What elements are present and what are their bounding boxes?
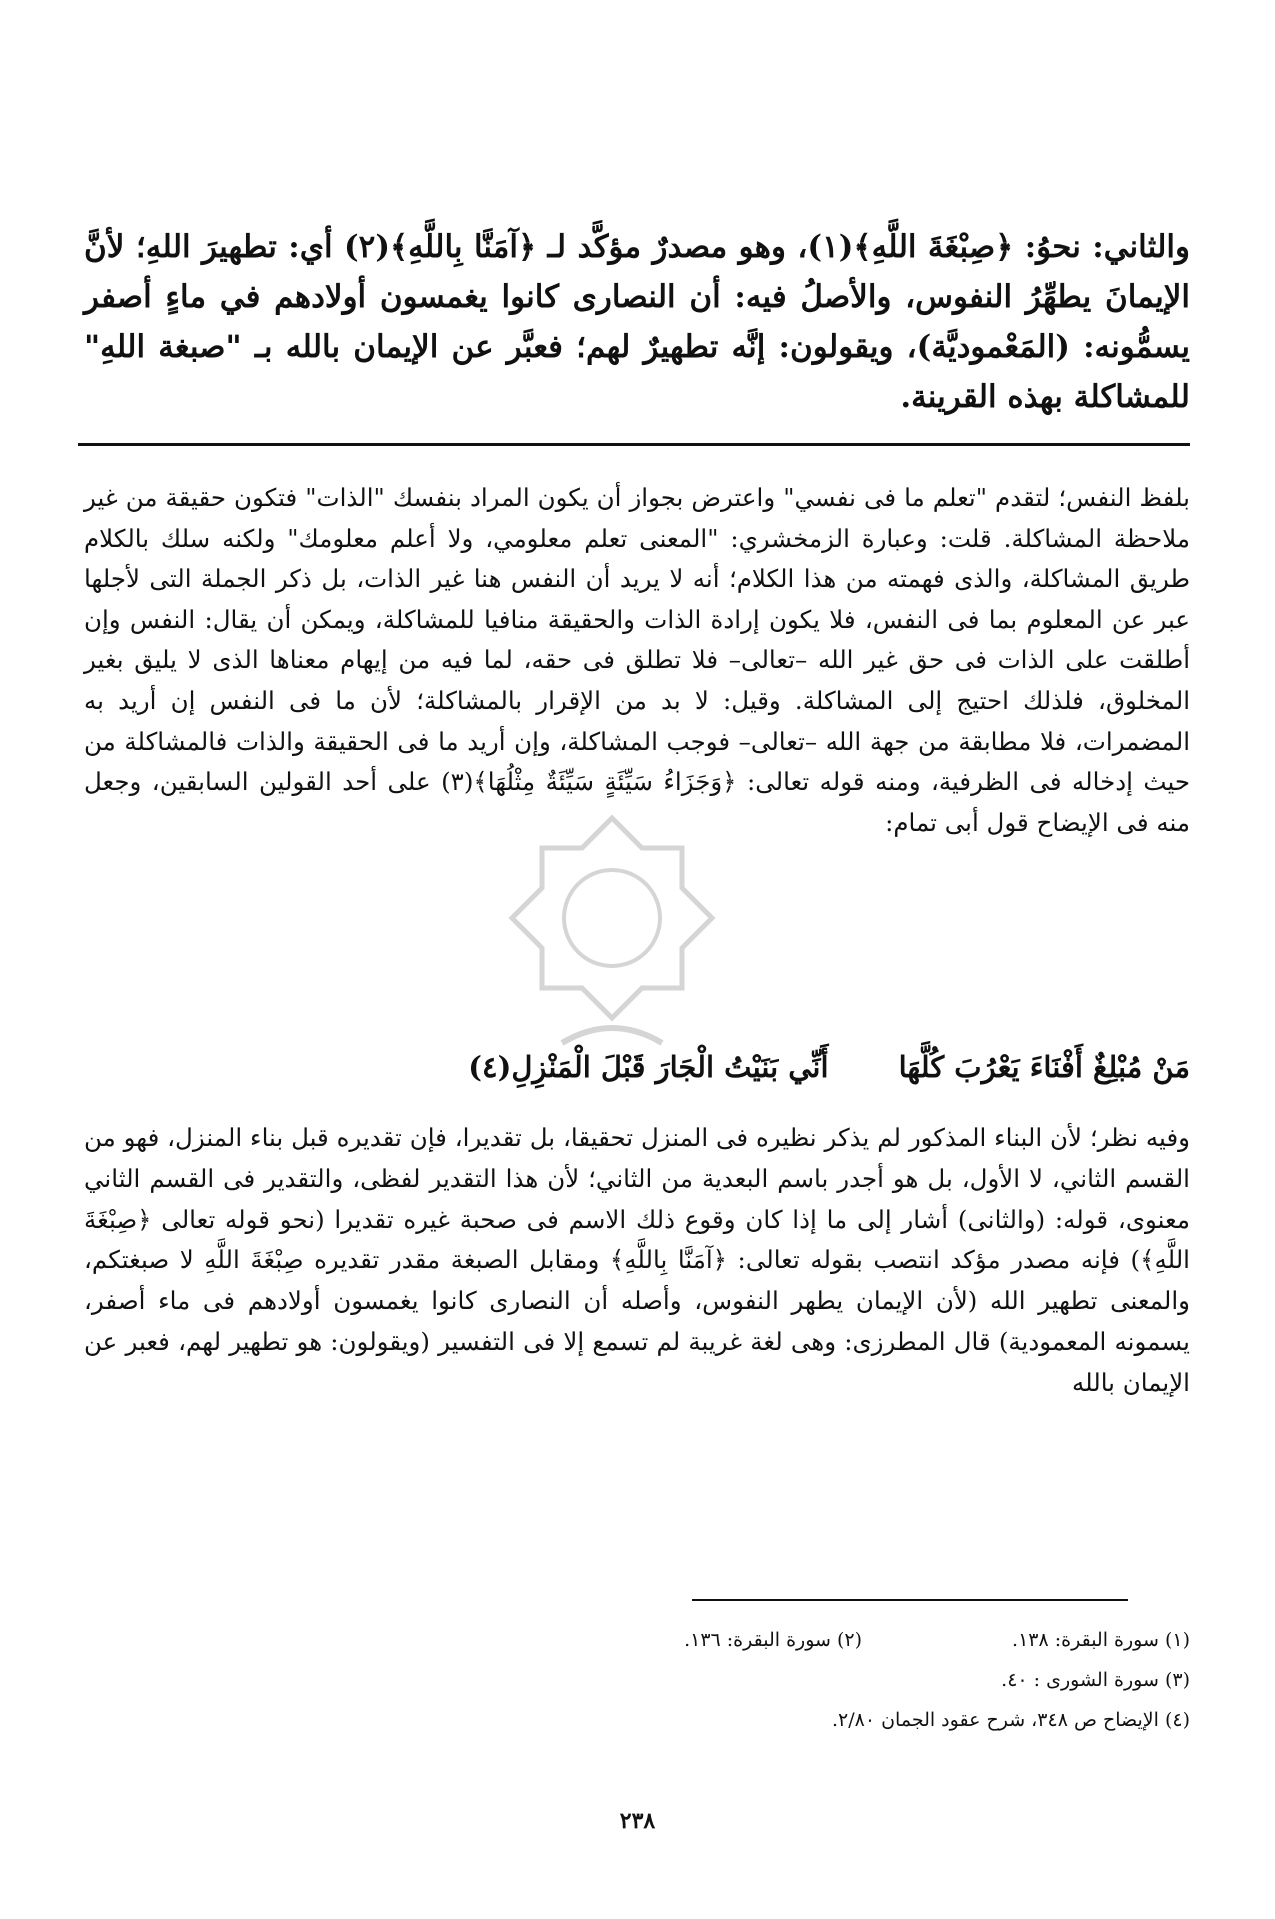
- commentary-block-2: [84, 1118, 1190, 1404]
- matn-text: والثاني: نحوُ: ﴿صِبْغَةَ اللَّهِ﴾(١)، وهو مصدرٌ مؤكَّد لـ ﴿آمَنَّا بِاللَّهِ﴾(٢) أي: تطهيرَ اللهِ؛ لأنَّ الإيمانَ يطهِّرُ النفوس، والأصلُ فيه: أن النصارى كانوا يغمسون أولادهم في ماءٍ أصفر يسمُّونه: (المَعْموديَّة)، ويقولون: إنَّه تطهيرٌ لهم؛ فعبَّر عن الإيمان بالله بـ "صبغة اللهِ" للمشاكلة بهذه القرينة.: [84, 229, 1190, 415]
- poetry-verse: [100, 1045, 1190, 1089]
- commentary-block-1: [84, 478, 1190, 843]
- footnote-row: [300, 1620, 1190, 1660]
- commentary-paragraph: وفيه نظر؛ لأن البناء المذكور لم يذكر نظيره فى المنزل تحقيقا، بل تقديرا، فإن تقديره قبل بناء المنزل، فهو من القسم الثاني، لا الأول، بل هو أجدر باسم البعدية من الثاني؛ لأن هذا التقدير لفظى، والتقدير فى القسم الثاني معنوى، قوله: (والثانى) أشار إلى ما إذا كان وقوع ذلك الاسم فى صحبة غيره تقديرا (نحو قوله تعالى ﴿صِبْغَةَ اللَّهِ﴾) فإنه مصدر مؤكد انتصب بقوله تعالى: ﴿آمَنَّا بِاللَّهِ﴾ ومقابل الصبغة مقدر تقديره صِبْغَةَ اللَّهِ لا صبغتكم، والمعنى تطهير الله (لأن الإيمان يطهر النفوس، وأصله أن النصارى كانوا يغمسون أولادهم فى ماء أصفر، يسمونه المعمودية) قال المطرزى: وهى لغة غريبة لم تسمع إلا فى التفسير (ويقولون: هو تطهير لهم، فعبر عن الإيمان بالله: [84, 1123, 1190, 1397]
- page-number: ٢٣٨: [619, 1808, 656, 1834]
- footnote-3: (٣) سورة الشورى : ٤٠.: [1001, 1669, 1190, 1691]
- commentary-paragraph: بلفظ النفس؛ لتقدم "تعلم ما فى نفسي" واعترض بجواز أن يكون المراد بنفسك "الذات" فتكون حقيقة من غير ملاحظة المشاكلة. قلت: وعبارة الزمخشري: "المعنى تعلم معلومي، ولا أعلم معلومك" ولكنه سلك بالكلام طريق المشاكلة، والذى فهمته من هذا الكلام؛ أنه لا يريد أن النفس هنا غير الذات، بل ذكر الجملة التى لأجلها عبر عن المعلوم بما فى النفس، فلا يكون إرادة الذات والحقيقة منافيا للمشاكلة، ويمكن أن يقال: النفس وإن أطلقت على الذات فى حق غير الله –تعالى– فلا تطلق فى حقه، لما فيه من إيهام معناها الذى لا يليق بغير المخلوق، فلذلك احتيج إلى المشاكلة. وقيل: لا بد من الإقرار بالمشاكلة؛ لأن ما فى النفس إن أريد به المضمرات، فلا مطابقة من جهة الله –تعالى– فوجب المشاكلة، وإن أريد ما فى الحقيقة والذات فالمشاكلة من حيث إدخاله فى الظرفية، ومنه قوله تعالى: ﴿وَجَزَاءُ سَيِّئَةٍ سَيِّئَةٌ مِثْلُهَا﴾(٣) على أحد القولين السابقين، وجعل منه فى الإيضاح قول أبى تمام:: [84, 483, 1191, 837]
- footnote-4: (٤) الإيضاح ص ٣٤٨، شرح عقود الجمان ٢/٨٠.: [831, 1709, 1190, 1731]
- verse-hemistich-first: مَنْ مُبْلِغٌ أَفْنَاءَ يَعْرُبَ كُلَّهَا: [898, 1050, 1190, 1084]
- library-seal-watermark: [492, 808, 732, 1068]
- footnote-divider: [692, 1599, 1128, 1601]
- verse-hemistich-second: أَنِّي بَنَيْتُ الْجَارَ قَبْلَ الْمَنْزِلِ(٤): [468, 1050, 829, 1084]
- footnote-2: (٢) سورة البقرة: ١٣٦.: [684, 1629, 863, 1651]
- footnote-1: (١) سورة البقرة: ١٣٨.: [1012, 1629, 1190, 1651]
- footnotes: [300, 1620, 1190, 1740]
- section-divider: [78, 443, 1190, 446]
